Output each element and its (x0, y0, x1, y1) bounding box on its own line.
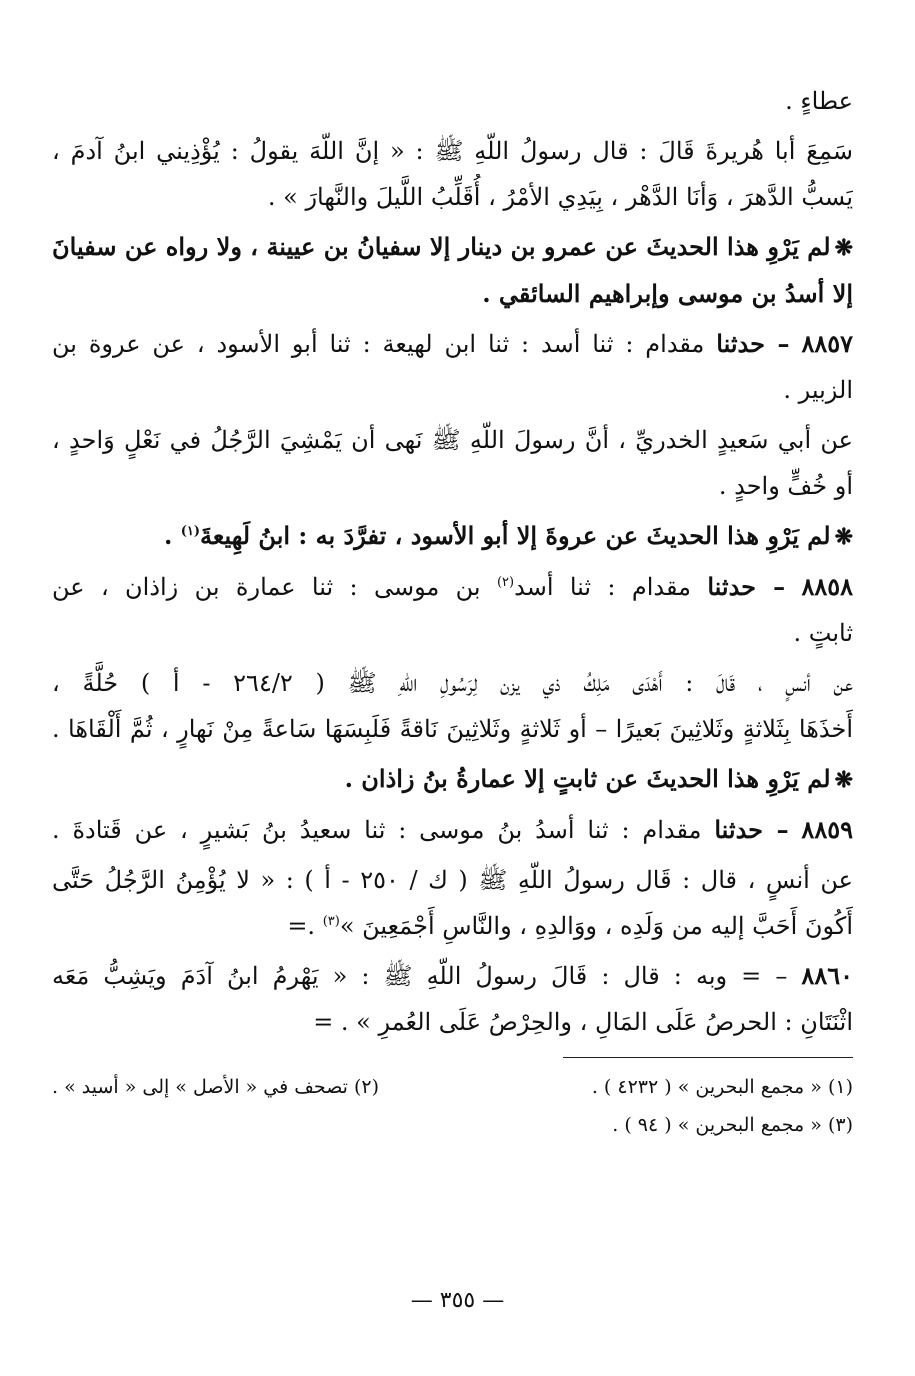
footnote-ref-3: (٣) (322, 914, 340, 929)
footnote-ref-2: (٢) (496, 575, 515, 590)
commentary-8857 (52, 513, 853, 560)
hadith-8856-text (52, 128, 853, 220)
star-ornament-icon: ❋ (834, 767, 853, 793)
text-line: سَمِعَ أبا هُريرةَ قَالَ : قال رسولُ اللّهِ ﷺ : « إنَّ اللّهَ يقولُ : يُؤْذِيني ابنُ آدمَ ، (52, 137, 853, 165)
text-line: عن أبي سَعيدٍ الخدريِّ ، أنَّ رسولَ اللّهِ ﷺ نَهى أن يَمْشِيَ الرَّجُلُ في نَعْلٍ وَاحدٍ ، (52, 426, 853, 454)
paragraph-1 (52, 78, 853, 124)
hadith-8857-isnad (52, 321, 853, 413)
text-line: ٨٨٦٠ – = وبه : قال : قَالَ رسولُ اللّهِ ﷺ : « يَهْرمُ ابنُ آدَمَ ويَشِبُّ مَعَه (52, 961, 853, 990)
footnote-row (52, 1068, 853, 1106)
text-line: عن أنسٍ ، قال : قَال رسولُ اللّهِ ﷺ ( ك / ٢٥٠ - أ ) : « لا يُؤْمِنُ الرَّجُلُ حَتَّى (52, 866, 853, 894)
footnotes (52, 1068, 853, 1144)
text-line: أَكُونَ أَحَبَّ إليه من وَلَدِه ، ووَالدِهِ ، والنَّاسِ أَجْمَعِينَ »$^{(٣)}$ .= (287, 912, 853, 940)
text-line: إلا أسدُ بن موسى وإبراهيم السائقي . (482, 279, 853, 308)
text-line: الزبير . (783, 376, 853, 404)
text-line: يَسبُّ الدَّهرَ ، وَأنَا الدَّهْر ، بِيَدِي الأمْرُ ، أُقَلِّبُ اللَّيلَ والنَّهارَ » . (267, 183, 853, 211)
text-line: ٨٨٥٩ – حدثنا مقدام : ثنا أسدُ بنُ موسى : ثنا سعيدُ بنُ بَشيرٍ ، عن قَتادةَ . (52, 815, 853, 844)
text-line: ❋لم يَرْوِ هذا الحديثَ عن عروةَ إلا أبو الأسود ، تفرَّدَ به : ابنُ لَهِيعةَ$^{(١)}$ . (163, 521, 853, 550)
footnote-row (52, 1106, 853, 1144)
main-text (52, 78, 853, 1045)
star-ornament-icon: ❋ (834, 524, 853, 550)
hadith-number: ٨٨٦٠ (801, 961, 853, 990)
text-line: ٨٨٥٨ – حدثنا مقدام : ثنا أسد$^{(٢)}$ بن موسى : ثنا عمارة بن زاذان ، عن (52, 572, 853, 601)
text-line: عطاءٍ . (785, 87, 853, 115)
footnote-3: (٣) « مجمع البحرين » ( ٩٤ ) . (612, 1114, 853, 1136)
hadith-8857-text (52, 417, 853, 509)
hadith-8858-text (52, 660, 853, 752)
hadith-number: ٨٨٥٩ (801, 815, 853, 844)
text-line: عن أنسٍ ، قَالَ : أَهْدَى مَلِكُ ذي يزن لِرَسُولِ اللّهِ ﷺ ( ٢٦٤/٢ - أ ) حُلَّةً ، (52, 669, 853, 697)
footnote-1: (١) « مجمع البحرين » ( ٤٢٣٢ ) . (591, 1076, 853, 1098)
text-line: أو خُفٍّ واحدٍ . (718, 472, 853, 500)
commentary-8856 (52, 224, 853, 317)
footnote-ref-1: (١) (180, 524, 200, 539)
text-line: ❋لم يَرْوِ هذا الحديثَ عن عمرو بن دينار إلا سفيانُ بن عيينة ، ولا رواه عن سفيانَ (52, 232, 853, 261)
text-line: ٨٨٥٧ – حدثنا مقدام : ثنا أسد : ثنا ابن لهيعة : ثنا أبو الأسود ، عن عروة بن (52, 329, 853, 358)
hadith-8858-isnad (52, 564, 853, 656)
hadith-8859-text (52, 857, 853, 949)
commentary-8858 (52, 756, 853, 803)
hadith-number: ٨٨٥٧ (801, 329, 853, 358)
star-ornament-icon: ❋ (834, 235, 853, 261)
hadith-number: ٨٨٥٨ (801, 572, 853, 601)
text-line: ❋لم يَرْوِ هذا الحديثَ عن ثابتٍ إلا عمارةُ بنُ زاذان . (344, 764, 853, 793)
footnote-2: (٢) تصحف في « الأصل » إلى « أسيد » . (52, 1076, 380, 1098)
text-line: ثابتٍ . (793, 619, 853, 647)
hadith-8859-isnad (52, 807, 853, 853)
text-line: أَخذَهَا بِثَلاثةٍ وثَلاثِينَ بَعيرًا – أو ثَلاثةٍ وثَلاثِينَ نَاقةً فَلَبِسَهَا سَاعةً مِنْ نَهارٍ ، ثُمَّ أَلْقَاهَا . (52, 715, 853, 743)
footnote-divider (563, 1057, 853, 1058)
text-line: اثْنَتَانِ : الحرصُ عَلَى المَالِ ، والحِرْصُ عَلَى العُمرِ » . = (313, 1008, 853, 1036)
hadith-8860 (52, 953, 853, 1045)
page-number: — ٣٥٥ — (410, 1288, 505, 1313)
